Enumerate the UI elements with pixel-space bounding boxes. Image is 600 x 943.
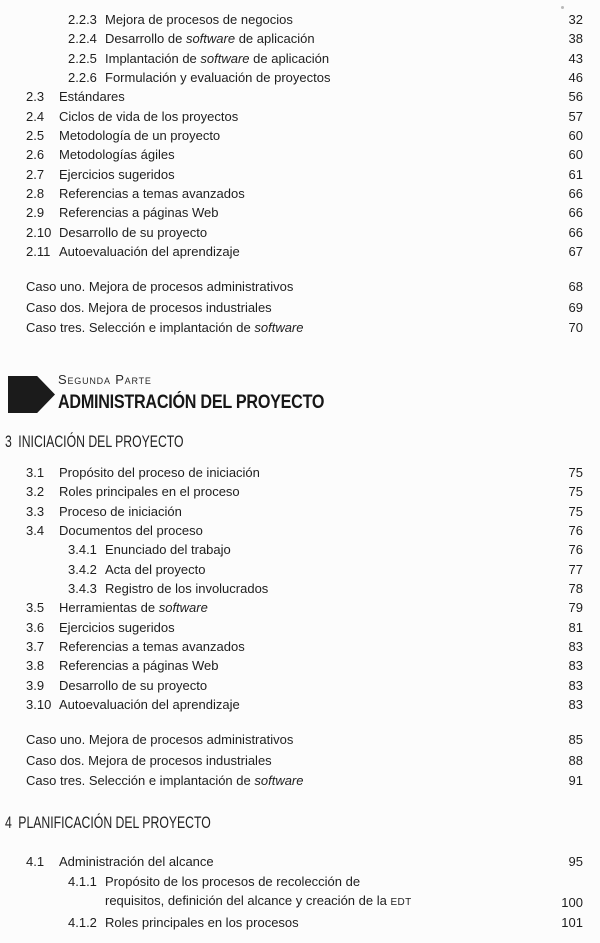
toc-entry-number: 2.6 — [26, 147, 45, 163]
toc-row — [0, 29, 600, 48]
toc-entry-page: 79 — [568, 600, 583, 616]
toc-row — [0, 695, 600, 714]
toc-row — [0, 637, 600, 656]
toc-entry-page: 67 — [568, 244, 583, 260]
toc-row — [0, 656, 600, 675]
toc-entry-label: Metodologías ágiles — [59, 147, 175, 163]
toc-entry-label: Caso uno. Mejora de procesos administrativos — [26, 732, 294, 747]
toc-entry-label: Caso tres. Selección e implantación de software — [26, 320, 304, 336]
chapter4-toc-list — [0, 852, 600, 933]
toc-entry-label: Administración del alcance — [59, 854, 214, 869]
toc-entry-number: 2.2.5 — [68, 50, 97, 66]
chapter4-heading — [5, 814, 211, 831]
toc-row — [0, 145, 600, 164]
toc-entry-number: 4.1.2 — [68, 915, 97, 931]
toc-entry-number: 3.1 — [26, 465, 45, 480]
toc-entry-label: Caso dos. Mejora de procesos industriales — [26, 752, 272, 768]
toc-entry-number: 3.5 — [26, 600, 45, 616]
toc-row — [0, 242, 600, 261]
toc-entry-number: 2.7 — [26, 166, 45, 182]
toc-entry-page: 77 — [568, 561, 583, 577]
toc-entry-label: Ciclos de vida de los proyectos — [59, 108, 239, 124]
toc-case-row — [0, 298, 600, 319]
chapter3-number: 3 — [5, 432, 12, 451]
toc-row — [0, 223, 600, 242]
toc-entry-page: 57 — [568, 108, 583, 124]
toc-entry-page: 46 — [568, 70, 583, 86]
toc-row — [0, 49, 600, 68]
toc-entry-page: 60 — [568, 147, 583, 163]
toc-entry-page: 91 — [568, 773, 583, 789]
toc-row — [0, 203, 600, 222]
toc-entry-page: 81 — [568, 619, 583, 635]
toc-entry-label: Caso tres. Selección e implantación de software — [26, 773, 304, 789]
toc-entry-label: Desarrollo de su proyecto — [59, 677, 208, 693]
toc-row — [0, 107, 600, 126]
toc-entry-label: Propósito de los procesos de recolección de requisitos, definición del alcance y creación de la EDT — [105, 873, 412, 909]
toc-entry-label: Enunciado del trabajo — [105, 542, 231, 558]
toc-row — [0, 540, 600, 559]
toc-entry-label: Desarrollo de su proyecto — [59, 224, 208, 240]
toc-entry-number: 3.4.2 — [68, 561, 97, 577]
toc-row — [0, 68, 600, 87]
toc-row — [0, 165, 600, 184]
toc-entry-page: 66 — [568, 205, 583, 221]
chapter2-cases-list — [0, 277, 600, 339]
toc-entry-label: Roles principales en el proceso — [59, 484, 240, 500]
toc-entry-label: Ejercicios sugeridos — [59, 166, 175, 182]
toc-entry-label: Ejercicios sugeridos — [59, 619, 175, 635]
toc-entry-label: Implantación de software de aplicación — [105, 50, 330, 66]
toc-entry-label: Autoevaluación del aprendizaje — [59, 244, 240, 260]
part-arrow-icon — [8, 376, 55, 413]
toc-row — [0, 87, 600, 106]
toc-entry-page: 76 — [568, 542, 583, 558]
part-kicker: Segunda Parte — [58, 372, 152, 387]
toc-entry-label: Autoevaluación del aprendizaje — [59, 697, 240, 713]
toc-entry-number: 2.2.4 — [68, 31, 97, 47]
toc-row — [0, 463, 600, 482]
toc-entry-page: 38 — [568, 31, 583, 47]
toc-entry-label: Mejora de procesos de negocios — [105, 12, 293, 27]
toc-row — [0, 126, 600, 145]
toc-row — [0, 184, 600, 203]
chapter2-toc-list — [0, 10, 600, 261]
toc-entry-number: 3.6 — [26, 619, 45, 635]
toc-entry-page: 56 — [568, 89, 583, 105]
toc-row — [0, 852, 600, 872]
toc-row — [0, 560, 600, 579]
toc-entry-number: 3.9 — [26, 677, 45, 693]
part-title: ADMINISTRACIÓN DEL PROYECTO — [58, 392, 325, 413]
toc-entry-page: 68 — [568, 279, 583, 294]
scan-speck — [561, 6, 564, 9]
toc-entry-label: Roles principales en los procesos — [105, 915, 299, 931]
toc-entry-page: 83 — [568, 697, 583, 713]
toc-entry-page: 66 — [568, 224, 583, 240]
toc-row — [0, 598, 600, 617]
toc-entry-number: 3.4.1 — [68, 542, 97, 558]
toc-entry-label: Referencias a temas avanzados — [59, 639, 245, 655]
toc-entry-number: 2.10 — [26, 224, 52, 240]
toc-case-row — [0, 751, 600, 772]
toc-entry-number: 3.4.3 — [68, 581, 97, 597]
toc-entry-number: 3.7 — [26, 639, 45, 655]
toc-row — [0, 913, 600, 933]
toc-entry-number: 2.4 — [26, 108, 45, 124]
toc-entry-label: Referencias a temas avanzados — [59, 186, 245, 202]
toc-case-row — [0, 771, 600, 792]
toc-row — [0, 579, 600, 598]
toc-entry-page: 32 — [568, 12, 583, 27]
toc-case-row — [0, 277, 600, 298]
toc-row — [0, 676, 600, 695]
toc-entry-page: 95 — [568, 854, 583, 869]
toc-entry-page: 83 — [568, 658, 583, 674]
toc-entry-page: 76 — [568, 523, 583, 539]
toc-entry-number: 2.8 — [26, 186, 45, 202]
chapter3-heading — [5, 433, 184, 450]
toc-entry-page: 83 — [568, 677, 583, 693]
toc-entry-number: 3.4 — [26, 523, 45, 539]
chapter4-number: 4 — [5, 813, 12, 832]
toc-entry-page: 100 — [561, 895, 583, 911]
toc-entry-number: 2.5 — [26, 128, 45, 144]
toc-entry-label: Referencias a páginas Web — [59, 205, 219, 221]
toc-row — [0, 521, 600, 540]
toc-case-row — [0, 730, 600, 751]
toc-entry-page: 69 — [568, 299, 583, 315]
toc-entry-page: 70 — [568, 320, 583, 336]
toc-entry-page: 75 — [568, 465, 583, 480]
toc-entry-page: 75 — [568, 503, 583, 519]
toc-entry-number: 4.1.1 — [68, 873, 97, 889]
toc-entry-number: 2.3 — [26, 89, 45, 105]
toc-row — [0, 618, 600, 637]
toc-entry-number: 2.11 — [26, 244, 51, 260]
toc-entry-label: Propósito del proceso de iniciación — [59, 465, 260, 480]
toc-entry-label: Caso dos. Mejora de procesos industriales — [26, 299, 272, 315]
toc-entry-label: Formulación y evaluación de proyectos — [105, 70, 331, 86]
toc-case-row — [0, 318, 600, 339]
toc-entry-label: Registro de los involucrados — [105, 581, 269, 597]
toc-entry-label: Herramientas de software — [59, 600, 208, 616]
toc-entry-page: 43 — [568, 50, 583, 66]
toc-entry-label: Caso uno. Mejora de procesos administrativos — [26, 279, 294, 294]
toc-row — [0, 872, 600, 913]
toc-entry-label: Proceso de iniciación — [59, 503, 182, 519]
toc-entry-number: 4.1 — [26, 854, 45, 869]
toc-entry-number: 3.8 — [26, 658, 45, 674]
toc-row — [0, 10, 600, 29]
toc-entry-page: 88 — [568, 752, 583, 768]
toc-entry-page: 78 — [568, 581, 583, 597]
toc-entry-number: 3.2 — [26, 484, 45, 500]
toc-row — [0, 482, 600, 501]
toc-entry-number: 2.2.3 — [68, 12, 97, 27]
toc-entry-number: 2.2.6 — [68, 70, 97, 86]
toc-entry-page: 66 — [568, 186, 583, 202]
toc-entry-page: 60 — [568, 128, 583, 144]
toc-entry-number: 2.9 — [26, 205, 45, 221]
toc-entry-label: Acta del proyecto — [105, 561, 206, 577]
toc-entry-page: 85 — [568, 732, 583, 747]
toc-entry-number: 3.10 — [26, 697, 52, 713]
toc-entry-label: Desarrollo de software de aplicación — [105, 31, 315, 47]
toc-row — [0, 502, 600, 521]
toc-entry-label: Referencias a páginas Web — [59, 658, 219, 674]
chapter3-cases-list — [0, 730, 600, 792]
chapter3-title: INICIACIÓN DEL PROYECTO — [18, 432, 184, 451]
toc-entry-page: 101 — [561, 915, 583, 931]
toc-entry-label: Estándares — [59, 89, 125, 105]
toc-entry-label: Metodología de un proyecto — [59, 128, 221, 144]
chapter3-toc-list — [0, 463, 600, 714]
chapter4-title: PLANIFICACIÓN DEL PROYECTO — [18, 813, 211, 832]
toc-entry-page: 83 — [568, 639, 583, 655]
toc-entry-page: 75 — [568, 484, 583, 500]
toc-entry-number: 3.3 — [26, 503, 45, 519]
toc-entry-page: 61 — [568, 166, 583, 182]
toc-entry-label: Documentos del proceso — [59, 523, 203, 539]
